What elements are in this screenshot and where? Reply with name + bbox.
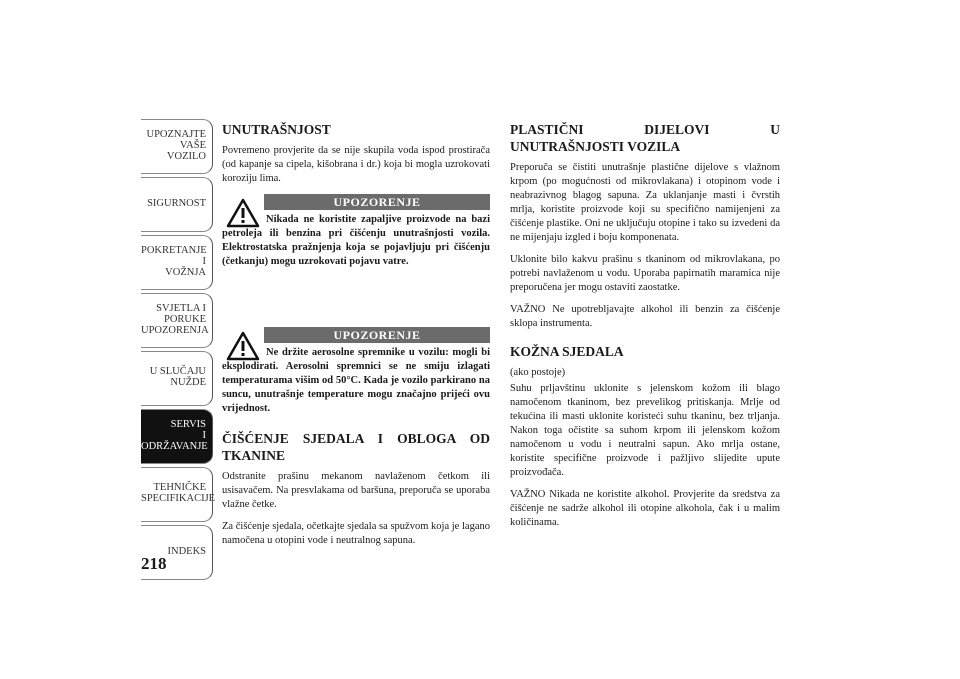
right-column	[510, 121, 780, 538]
warning-title: UPOZORENJE	[264, 194, 490, 210]
tab-line: VAŠE	[179, 140, 206, 151]
left-column	[222, 121, 490, 556]
tab-line: SVJETLA I	[156, 303, 206, 314]
tab-line: ODRŽAVANJE	[141, 441, 208, 452]
paragraph: VAŽNO Ne upotrebljavajte alkohol ili benzin za čišćenje sklopa instrumenta.	[510, 304, 780, 329]
warning-box	[222, 194, 490, 269]
paragraph: Uklonite bilo kakvu prašinu s tkaninom od mikrovlakana, po potrebi navlaženom u vodu. Uporaba papirnatih maramica nije preporučena jer mogu ostaviti zaostatke.	[510, 254, 780, 293]
tab-line: POKRETANJE	[141, 245, 207, 256]
warning-text: Nikada ne koristite zapaljive proizvode na bazi petroleja ili benzina pri čišćenju unutrašnjosti vozila. Elektrostatska pražnjenja koja se pojavljuju pri čišćenju (četkanju) mogu uzrokovati pojavu vatre.	[222, 214, 490, 267]
tab-line: SERVIS	[170, 419, 206, 430]
tab-line: UPOZORENJA	[141, 325, 209, 336]
tab-upoznajte[interactable]	[141, 119, 213, 174]
chapter-nav	[141, 119, 216, 583]
paragraph: Za čišćenje sjedala, očetkajte sjedala sa spužvom koja je lagano namočena u otopini vode i neutralnog sapuna.	[222, 521, 490, 546]
paragraph: Preporuča se čistiti unutrašnje plastične dijelove s vlažnom krpom (po mogućnosti od mikrovlakana) i otopinom vode i neabrazivnog blagog sapuna. Za uklanjanje masti i čvrstih mrlja, koristite proizvode koji su specifično namijenjeni za čišćenje plastike. Oni ne uključuju otopine i tako su izvedeni da ne mijenjaju izgled i boju komponenata.	[510, 162, 780, 243]
tab-u-slucaju[interactable]	[141, 351, 213, 406]
tab-line: INDEKS	[167, 546, 206, 557]
tab-svjetla[interactable]	[141, 293, 213, 348]
tab-line: SPECIFIKACIJE	[141, 493, 216, 504]
paragraph: (ako postoje)	[510, 367, 566, 378]
paragraph: Suhu prljavštinu uklonite s jelenskom kožom ili blago namočenom tkaninom, bez prevelikog pritiskanja. Mrlje od tekućina ili masti uklonite koristeći suhu tkaninu, bez trljanja. Nakon toga očistite sa suhom krpom ili jelenskom kožom namočenom u vodu i neutralni sapun. Ako mrlja ostane, koristite specifične proizvode i pažljivo slijedite upute proizvođača.	[510, 383, 780, 478]
tab-sigurnost[interactable]	[141, 177, 213, 232]
spacer	[222, 279, 490, 327]
tab-line: NUŽDE	[170, 377, 206, 388]
warning-box	[222, 327, 490, 416]
tab-servis[interactable]	[141, 409, 213, 464]
tab-line: U SLUČAJU	[149, 366, 206, 377]
tab-line: TEHNIČKE	[153, 482, 206, 493]
section-heading-plastic: PLASTIČNI DIJELOVI U UNUTRAŠNJOSTI VOZILA	[510, 122, 780, 154]
tab-line: VOŽNJA	[165, 267, 206, 278]
tab-line: VOZILO	[166, 151, 206, 162]
page-number: 218	[141, 554, 167, 573]
tab-line: UPOZNAJTE	[146, 129, 206, 140]
paragraph: Odstranite prašinu mekanom navlaženom četkom ili usisavačem. Na presvlakama od baršuna, preporuča se uporaba vlažne četke.	[222, 471, 490, 510]
warning-text: Ne držite aerosolne spremnike u vozilu: mogli bi eksplodirati. Aerosolni spremnici se ne smiju izlagati temperaturama višim od 50°C. Kada je vozilo parkirano na suncu, unutrašnje temperature mogu značajno prijeći ovu vrijednost.	[222, 347, 490, 414]
warning-title: UPOZORENJE	[264, 327, 490, 343]
warning-triangle-icon	[226, 331, 260, 361]
section-heading-leather: KOŽNA SJEDALA	[510, 344, 624, 359]
paragraph: VAŽNO Nikada ne koristite alkohol. Provjerite da sredstva za čišćenje ne sadrže alkohol ili otopine alkohola, čak i u malim količinama.	[510, 489, 780, 528]
tab-pokretanje[interactable]	[141, 235, 213, 290]
section-heading-seats: ČIŠĆENJE SJEDALA I OBLOGA OD TKANINE	[222, 431, 490, 463]
tab-line: I	[202, 430, 206, 441]
tab-line: SIGURNOST	[147, 198, 206, 209]
section-heading-interior: UNUTRAŠNJOST	[222, 122, 331, 137]
warning-triangle-icon	[226, 198, 260, 228]
tab-line: PORUKE	[163, 314, 206, 325]
tab-line: I	[202, 256, 206, 267]
paragraph: Povremeno provjerite da se nije skupila voda ispod prostirača (od kapanje sa cipela, kišobrana i dr.) koja bi mogla uzrokovati koroziju lima.	[222, 145, 490, 184]
tab-tehnicke[interactable]	[141, 467, 216, 522]
